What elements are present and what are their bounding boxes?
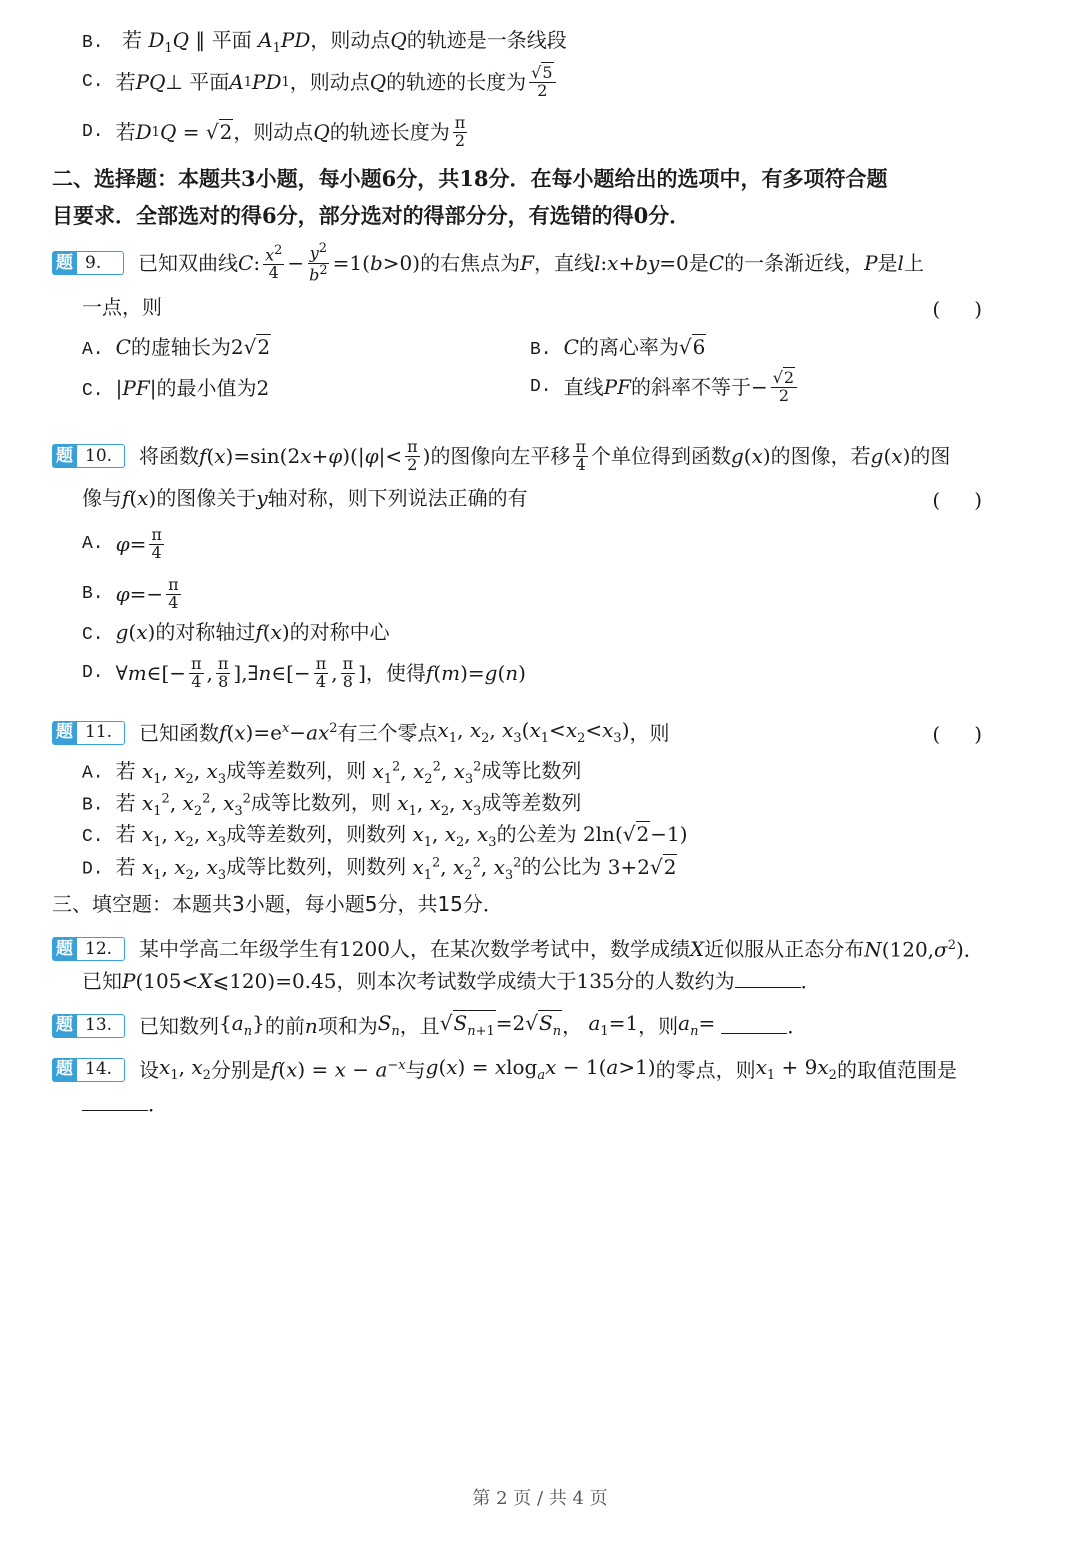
- question-9-cont: 一点，则: [82, 295, 162, 319]
- option-label: B.: [82, 33, 104, 53]
- answer-paren: (): [932, 297, 1016, 321]
- option-d-prev: D. 若 D 1 Q = √2 ，则动点 Q 的轨迹长度为 $\frac{\pi}{2}$: [82, 112, 466, 150]
- option-b-prev: B. 若 $D_1Q$ ∥ 平面 $A_1PD$，则动点Q的轨迹是一条线段: [82, 28, 567, 56]
- q9-option-c: C. |PF|的最小值为2: [82, 376, 270, 401]
- question-14: 题 14. 设 $x_1$, $x_2$ 分别是 $f(x) = x - a^{-x}$ 与 g(x) = xlog$_a$x − 1(a>1) 的零点，则 $x_1 + 9x_2$ 的取值范围是: [52, 1057, 957, 1082]
- question-tag: 题 9.: [52, 251, 124, 275]
- section-heading-cont: 目要求．全部选对的得6分，部分选对的得部分分，有选错的得0分．: [52, 203, 691, 228]
- section-heading: 二、选择题：本题共3小题，每小题6分，共18分．在每小题给出的选项中，有多项符合题: [52, 166, 888, 191]
- q10-option-d: D. ∀m∈[− $\frac{\pi}{4}$ , $\frac{\pi}{8}$ ],∃n∈[− $\frac{\pi}{4}$ , $\frac{\pi}{8}$ ] ，使得 f(m)=g(n): [82, 653, 526, 691]
- q11-option-d: D. 若 $x_1$, $x_2$, $x_3$成等比数列，则数列 $x_1^2$, $x_2^2$, $x_3^2$的公比为 3+2√2: [82, 854, 677, 883]
- option-c-prev: C. 若 PQ ⊥ 平面 A 1 PD 1 ，则动点 Q 的轨迹的长度为 $\frac{√5}{2}$: [82, 60, 559, 104]
- question-14-cont: ．: [82, 1094, 168, 1114]
- question-tag: 题 14.: [52, 1058, 125, 1082]
- answer-paren: (): [932, 488, 1016, 512]
- question-tag: 题 10.: [52, 444, 125, 468]
- question-tag: 题 13.: [52, 1014, 125, 1038]
- question-12-cont: 已知P(105<X⩽120)=0.45，则本次考试数学成绩大于135分的人数约为 ．: [82, 969, 821, 993]
- q9-option-b: B. C的离心率为√6: [530, 335, 706, 360]
- section-heading-3: 三、填空题：本题共3小题，每小题5分，共15分．: [52, 892, 503, 916]
- q9-option-a: A. C的虚轴长为2√2: [82, 335, 271, 360]
- fraction: $\frac{√5}{2}$: [529, 65, 555, 100]
- question-13: 题 13. 已知数列 $\{a_n\}$ 的前 n 项和为 $S_n$ ，且 $√S_{n+1}=2√S_n$ ， $a_1=1$ ，则 $a_n=$ ．: [52, 1013, 807, 1038]
- q10-option-b: B. φ=− $\frac{\pi}{4}$: [82, 574, 179, 612]
- q11-option-a: A. 若 $x_1$, $x_2$, $x_3$成等差数列，则 $x_1^2$, $x_2^2$, $x_3^2$成等比数列: [82, 758, 582, 787]
- question-tag: 题 11.: [52, 721, 125, 745]
- q10-option-a: A. φ= $\frac{\pi}{4}$: [82, 524, 162, 562]
- question-tag: 题 12.: [52, 937, 125, 961]
- page-footer: 第 2 页 / 共 4 页: [472, 1488, 608, 1509]
- q10-option-c: C. g(x)的对称轴过f(x)的对称中心: [82, 620, 390, 645]
- question-10-cont: 像与f(x)的图像关于y轴对称，则下列说法正确的有: [82, 486, 528, 510]
- answer-paren: (): [932, 722, 1016, 746]
- question-12: 题 12. 某中学高二年级学生有 1200 人，在某次数学考试中，数学成绩 X 近似服从正态分布 $N(120,\sigma^2)$．: [52, 937, 984, 961]
- question-11: 题 11. 已知函数 $f(x)=e^x-ax^2$ 有三个零点 $x_1$, $x_2$, $x_3(x_1<x_2<x_3)$ ，则: [52, 720, 670, 745]
- q11-option-c: C. 若 $x_1$, $x_2$, $x_3$成等差数列，则数列 $x_1$, $x_2$, $x_3$的公差为 2ln(√2−1): [82, 822, 688, 850]
- answer-blank[interactable]: [721, 1017, 787, 1034]
- q9-option-d: D. 直线 PF 的斜率不等于 − $\frac{√2}{2}$: [530, 364, 800, 410]
- q11-option-b: B. 若 $x_1^2$, $x_2^2$, $x_3^2$成等比数列，则 $x_1$, $x_2$, $x_3$成等差数列: [82, 790, 582, 819]
- answer-blank[interactable]: [735, 971, 801, 988]
- question-10: 题 10. 将函数 f(x)=sin(2x+φ)(|φ|< $\frac{\pi}{2}$ ) 的图像向左平移 $\frac{\pi}{4}$ 个单位得到函数 g(x) 的图像，若 g(x) 的图: [52, 434, 950, 478]
- answer-blank[interactable]: [82, 1094, 148, 1111]
- question-9: 题 9. 已知双曲线 C : $\frac{x^2}{4}$ − $\frac{y^2}{b^2}$ =1(b>0) 的右焦点为 F ，直线 l:x+by=0 是 C 的一条渐近线， P 是 l 上: [52, 240, 924, 286]
